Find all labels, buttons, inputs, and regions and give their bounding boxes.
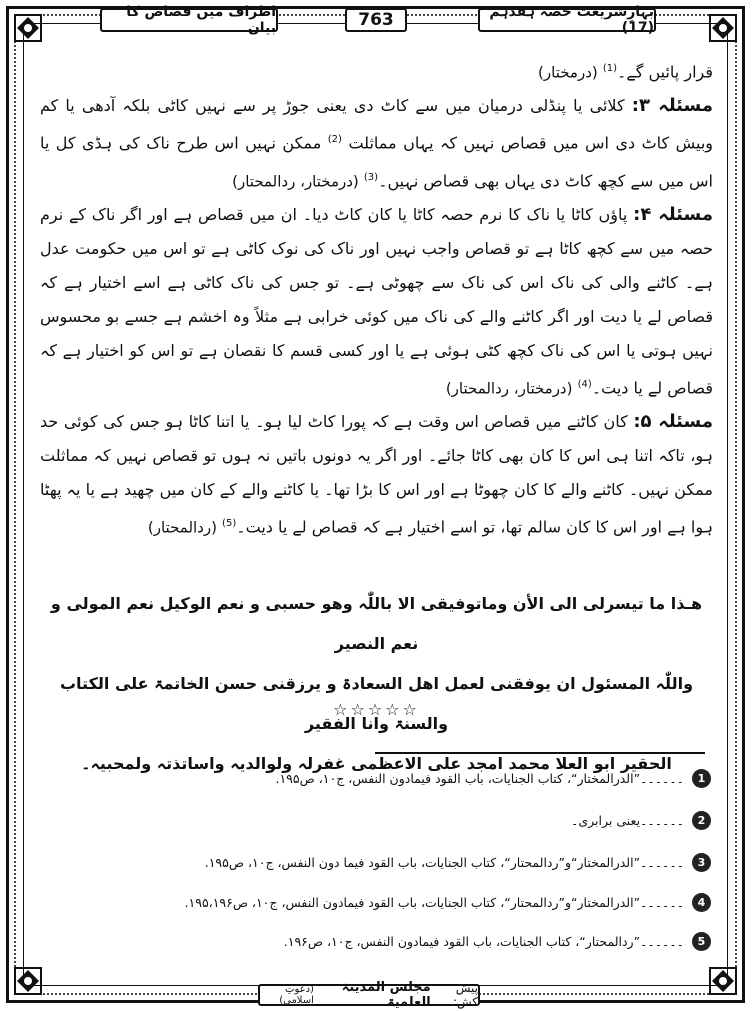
footnote-ref[interactable]: (1): [602, 63, 618, 74]
footnote: [42, 849, 711, 875]
text: پاؤں کاٹا یا ناک کا نرم حصہ کاٹا یا کان کاٹ دیا۔ ان میں قصاص ہے اور اگر ناک کے نرم حصہ میں سے کچھ کاٹا ہے تو قصاص واجب نہیں اور ناک کی نوک کاٹی ہے تو اس میں حکومت عدل ہے۔ کاٹنے والی کی ناک اس کی ناک سے چھوٹی ہے۔ تو جس کی ناک کاٹی ہے اسے اختیار ہے کہ قصاص لے یا دیت اور اگر کاٹنے والے کی ناک میں کوئی خرابی ہے مثلاً وہ اخشم ہے جسے بو محسوس نہیں ہوتی یا اس کی ناک کچھ کٹی ہوئی ہے یا اور کسی قسم کا نقصان ہے تو اس کو اختیار ہے کہ قصاص لے یا دیت۔: [40, 204, 713, 398]
closing-line: ھـذا ما تیسرلی الی الأن وماتوفیقی الا باللّٰہ وھو حسبی و نعم الوکیل نعم المولی و نعم النصیر: [50, 594, 703, 653]
footnote: [42, 928, 711, 954]
presenter-label: پیش کش:: [452, 981, 478, 1009]
footnote: [42, 807, 711, 833]
text: قرار پائیں گے۔: [617, 62, 713, 82]
footnote-number[interactable]: 4: [692, 893, 711, 912]
footnote-text: ۔۔۔۔۔۔”ردالمحتار“، کتاب الجنایات، باب القود فیمادون النفس، ج۱۰، ص۱۹۶.: [283, 933, 684, 949]
footnote-ref[interactable]: (2): [327, 134, 342, 146]
footnote-divider: [375, 752, 705, 754]
main-text: [40, 52, 713, 545]
page-number: 763: [345, 8, 407, 32]
citation: (درمختار، ردالمحتار): [232, 171, 359, 190]
masala-3: [40, 89, 713, 198]
footnote-text: ۔۔۔۔۔۔”الدرالمختار“، کتاب الجنایات، باب القود فیمادون النفس، ج۱۰، ص۱۹۵.: [275, 770, 684, 786]
citation: (ردالمحتار): [147, 518, 217, 537]
footnote-number[interactable]: 3: [692, 853, 711, 872]
masala-label: مسئلہ ۳:: [631, 95, 713, 117]
footnote-number[interactable]: 1: [692, 769, 711, 788]
footnote-text: ۔۔۔۔۔۔”الدرالمختار“و”ردالمحتار“، کتاب الجنایات، باب القود فیمادون النفس، ج۱۰، ص۱۹۵،۱۹۶.: [184, 894, 684, 910]
ornament-icon: [706, 11, 740, 45]
publisher-footer: [258, 980, 480, 1010]
paragraph-continuation: [40, 52, 713, 89]
section-title: اطراف میں قصاص کا بیان: [100, 8, 278, 32]
footnote: [42, 765, 711, 791]
text: کلائی یا پنڈلی درمیان میں سے کاٹ دی یعنی جوڑ پر سے نہیں کاٹی بلکہ آدھی یا کم وبیش کاٹ دی اس میں قصاص نہیں کہ یہاں مماثلت: [40, 96, 714, 153]
ornament-icon: [706, 964, 740, 998]
masala-label: مسئلہ ۵:: [633, 411, 713, 433]
footnote-number[interactable]: 5: [692, 932, 711, 951]
masala-5: [40, 405, 713, 544]
publisher-note: (دعوتِ اسلامی): [279, 984, 314, 1006]
citation: (درمختار، ردالمحتار): [445, 379, 573, 398]
footnote-text: ۔۔۔۔۔۔”الدرالمختار“و”ردالمحتار“، کتاب الجنایات، باب القود فیما دون النفس، ج۱۰، ص۱۹۵.: [204, 854, 684, 870]
publisher-name: مجلس المدینۃ العلمیۃ: [341, 980, 431, 1010]
closing-line: واللّٰہ المسئول ان یوفقنی لعمل اھل السعادۃ و یرزقنی حسن الخاتمۃ علی الکتاب والسنۃ وانا الفقیر: [59, 674, 694, 733]
footnote-ref[interactable]: (3): [363, 171, 379, 183]
footnote: [42, 889, 711, 915]
star-divider: ☆☆☆☆☆: [333, 700, 420, 719]
footnote-text: ۔۔۔۔۔۔یعنی برابری۔: [571, 812, 684, 828]
masala-4: [40, 198, 713, 405]
footnote-ref[interactable]: (4): [577, 378, 592, 390]
book-title: بہارِشریعت حصہ ہفدہم (17): [478, 8, 656, 32]
closing-line: الحقیر ابو العلا محمد امجد علی الاعظمی غفرلہ ولوالدیہ واساتذتہ ولمحبیہ۔: [81, 754, 672, 773]
text: کان کاٹنے میں قصاص اس وقت ہے کہ پورا کاٹ لیا ہو۔ یا اتنا کاٹا ہو جس کی کوئی حد ہو، تاکہ اتنا ہی اس کا کان بھی کاٹا جائے۔ اور اگر یہ دونوں باتیں نہ ہوں تو قصاص نہیں کہ مماثلت ممکن نہیں۔ کاٹنے والے کا کان چھوٹا ہے اور اس کا بڑا تھا۔ یا کاٹنے والے کے کان میں چھید ہے یا یہ پھٹا ہوا ہے اور اس کا کان سالم تھا، تو اسے اختیار ہے کہ قصاص لے یا دیت۔: [40, 412, 714, 537]
footnote-ref[interactable]: (5): [222, 518, 237, 530]
footnote-number[interactable]: 2: [692, 811, 711, 830]
ornament-icon: [11, 11, 45, 45]
closing-prayer: [50, 584, 703, 784]
citation: (درمختار): [538, 63, 598, 82]
text: ممکن نہیں اس طرح ناک کی ہڈی کل یا اس میں سے کچھ کاٹ دی یہاں بھی قصاص نہیں۔: [40, 133, 713, 190]
masala-label: مسئلہ ۴:: [633, 203, 713, 225]
ornament-icon: [11, 964, 45, 998]
